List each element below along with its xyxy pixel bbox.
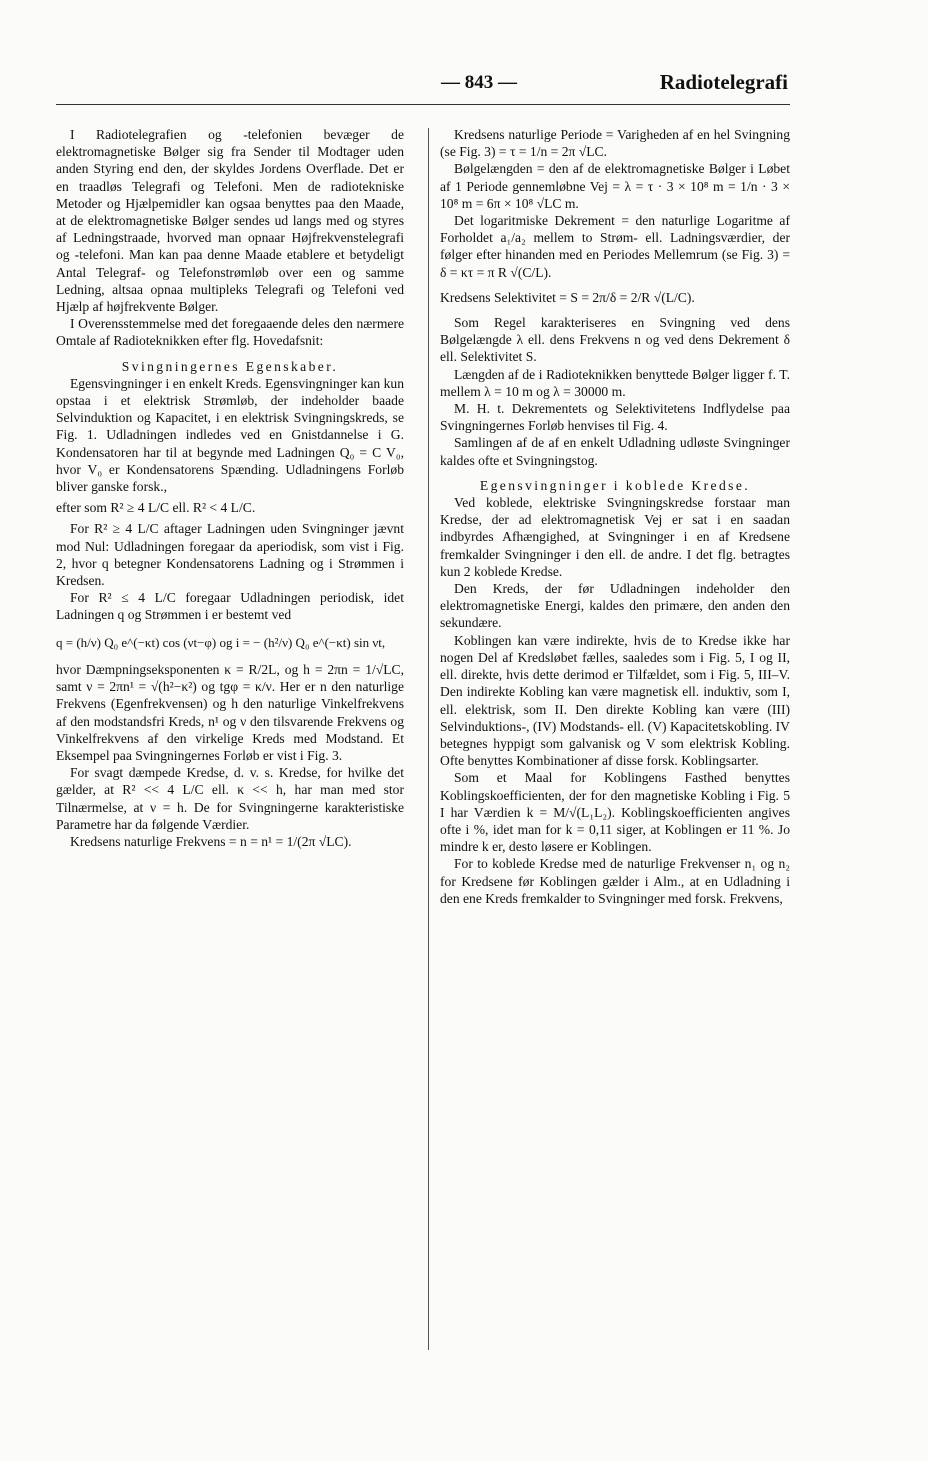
equation: efter som R² ≥ 4 L/C ell. R² < 4 L/C.	[56, 500, 256, 516]
paragraph: For to koblede Kredse med de naturlige Frekvenser n₁ og n₂ for Kredsene før Koblingen gælder i Alm., at en Udladning i den ene Kreds fremkalder to Svingninger med forsk. Frekvens,	[440, 856, 790, 906]
column-divider	[428, 128, 429, 1350]
paragraph: Som Regel karakteriseres en Svingning ved dens Bølgelængde λ ell. dens Frekvens n og ved dens Dekrement δ ell. Selektivitet S.	[440, 315, 790, 365]
paragraph: For R² ≥ 4 L/C aftager Ladningen uden Svingninger jævnt mod Nul: Udladningen foregaar da aperiodisk, som vist i Fig. 2, hvor q betegner Kondensatorens Ladning og i Strømmen i Kredsen.	[56, 521, 404, 589]
header-rule	[56, 104, 790, 105]
page-number: — 843 —	[441, 72, 517, 93]
paragraph: hvor Dæmpningseksponenten κ = R/2L, og h = 2πn = 1/√LC, samt ν = 2πn¹ = √(h²−κ²) og tgφ = κ/ν. Her er n den naturlige Frekvens (Egenfrekvensen) og h den naturlige Vinkelfrekvens af den modstandsfri Kreds, n¹ og ν den tilsvarende Frekvens og Vinkelfrekvens af den virkelige Kreds med Modstand. Et Eksempel paa Svingningernes Forløb er vist i Fig. 3.	[56, 661, 404, 763]
paragraph: For svagt dæmpede Kredse, d. v. s. Kredse, for hvilke det gælder, at R² << 4 L/C ell. κ << h, har man med stor Tilnærmelse, at ν = h. De for Svingningerne karakteristiske Parametre har da følgende Værdier.	[56, 765, 404, 832]
paragraph: Egensvingninger i en enkelt Kreds. Egensvingninger kan kun opstaa i et elektrisk Strømløb, der indeholder baade Selvinduktion og Kapacitet, i en elektrisk Svingningskreds, se Fig. 1. Udladningen indledes ved en Gnistdannelse i G. Kondensatoren har til at begynde med Ladningen Q₀ = C V₀, hvor V₀ er Kondensatorens Spænding. Udladningens Forløb bliver ganske forsk.,	[56, 375, 404, 495]
paragraph: M. H. t. Dekrementets og Selektivitetens Indflydelse paa Svingningernes Forløb henvises til Fig. 4.	[440, 401, 790, 434]
paragraph: Længden af de i Radioteknikken benyttede Bølger ligger f. T. mellem λ = 10 m og λ = 30000 m.	[440, 366, 790, 399]
paragraph: I Radiotelegrafien og -telefonien bevæger de elektromagnetiske Bølger sig fra Sender til Modtager uden anden Styring end den, der skyldes Jordens Overflade. Det er en traadløs Telegrafi og Telefoni. Men de radiotekniske Metoder og Hjælpemidler kan ogsaa benyttes paa den Maade, at de elektromagnetiske Bølger sendes ud langs med og styres af Ledningstraade, hvorved man opnaar Højfrekvenstelegrafi og -telefoni. Man kan paa denne Maade etablere et betydeligt Antal Telegraf- og Telefonstrømløb over een og samme Ledning, altsaa opnaa multipleks Telegrafi og Telefoni ved Hjælp af højfrekvente Bølger.	[56, 127, 404, 315]
paragraph: Som et Maal for Koblingens Fasthed benyttes Koblingskoefficienten, der for den magnetiske Kobling i Fig. 5 I har Værdien k = M/√(L₁L₂). Koblingskoefficienten angives ofte i %, idet man for k = 0,11 siger, at Koblingen er 11 %. Jo mindre k er, desto løsere er Koblingen.	[440, 770, 790, 855]
paragraph: For R² ≤ 4 L/C foregaar Udladningen periodisk, idet Ladningen q og Strømmen i er bestemt ved	[56, 590, 404, 623]
paragraph: Kredsens naturlige Periode = Varigheden af en hel Svingning (se Fig. 3) = τ = 1/n = 2π √LC.	[440, 127, 790, 160]
section-heading: Svingningernes Egenskaber.	[121, 358, 339, 374]
page-header	[56, 70, 788, 102]
paragraph: Bølgelængden = den af de elektromagnetiske Bølger i Løbet af 1 Periode gennemløbne Vej = λ = τ · 3 × 10⁸ m = 1/n · 3 × 10⁸ m = 6π × 10⁸ √LC m.	[440, 161, 790, 211]
paragraph: Samlingen af de af en enkelt Udladning udløste Svingninger kaldes ofte et Svingningstog.	[440, 435, 790, 468]
paragraph: Koblingen kan være indirekte, hvis de to Kredse ikke har nogen Del af Kredsløbet fælles, saaledes som i Fig. 5, I og II, ell. direkte, hvis dette derimod er Tilfældet, som i Fig. 5, III–V. Den indirekte Kobling kan være magnetisk ell. induktiv, som I, ell. elektrisk, som II. Den direkte Kobling kan være (III) Selvinduktions-, (IV) Modstands- ell. (V) Kapacitetskobling. IV betegnes hyppigt som galvanisk og V som elektrisk Kobling. Ofte benyttes Kombinationer af disse forsk. Koblingsarter.	[440, 632, 790, 769]
paragraph: Ved koblede, elektriske Svingningskredse forstaar man Kredse, der ad elektromagnetisk Vej er sat i en saadan indbyrdes Afhængighed, at Svingninger i en af Kredsene fremkalder Svingninger i den ell. de andre. I det flg. betragtes kun 2 koblede Kredse.	[440, 495, 790, 579]
section-heading: Egensvingninger i koblede Kredse.	[479, 477, 751, 493]
equation: Kredsens Selektivitet = S = 2π/δ = 2/R √(L/C).	[440, 289, 695, 305]
paragraph: I Overensstemmelse med det foregaaende deles den nærmere Omtale af Radioteknikken efter flg. Hovedafsnit:	[56, 316, 404, 349]
paragraph: Det logaritmiske Dekrement = den naturlige Logaritme af Forholdet a₁/a₂ mellem to Strøm- ell. Ladningsværdier, der følger efter hinanden med en Periodes Mellemrum (se Fig. 3) = δ = κτ = π R √(C/L).	[440, 213, 790, 280]
paragraph: Den Kreds, der før Udladningen indeholder den elektromagnetiske Energi, kaldes den primære, den anden den sekundære.	[440, 581, 790, 631]
right-column	[440, 126, 790, 907]
running-title: Radiotelegrafi	[659, 70, 788, 94]
paragraph: Kredsens naturlige Frekvens = n = n¹ = 1/(2π √LC).	[70, 833, 352, 849]
equation: q = (h/ν) Q₀ e^(−κt) cos (νt−φ) og i = − (h²/ν) Q₀ e^(−κt) sin νt,	[56, 634, 386, 650]
left-column	[56, 126, 404, 850]
